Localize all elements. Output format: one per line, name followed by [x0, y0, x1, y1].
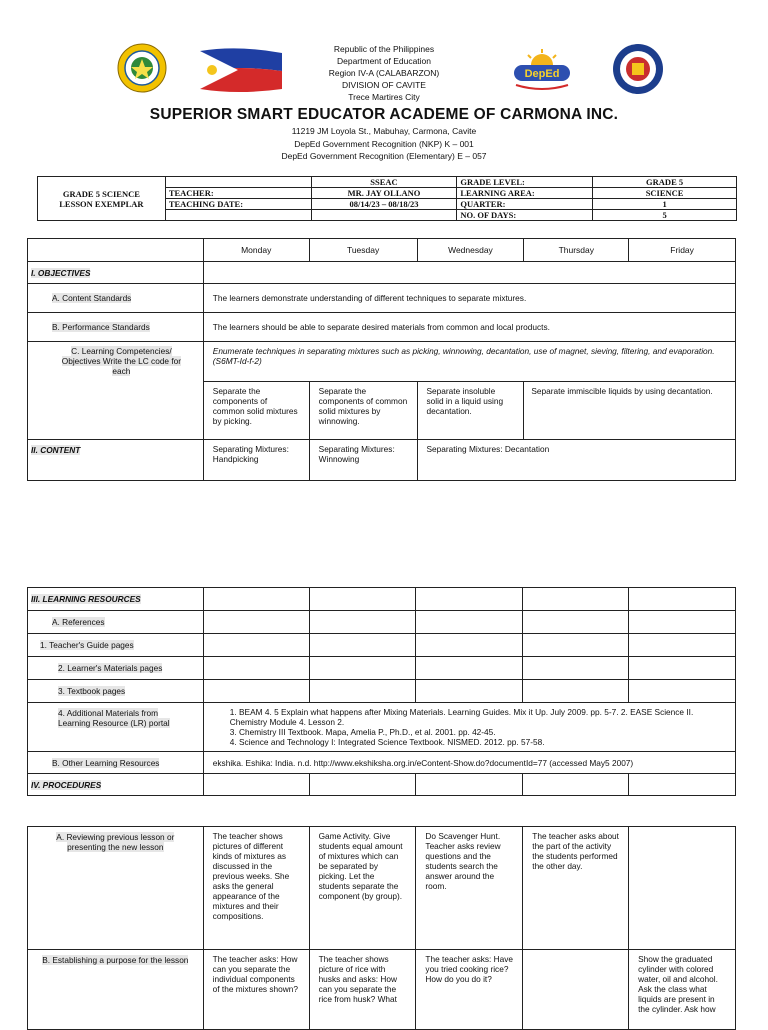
learners-materials-label: 2. Learner's Materials pages — [58, 663, 163, 673]
section-procedures: IV. PROCEDURES — [31, 779, 102, 790]
procedure-a-friday — [629, 827, 736, 950]
quarter-value: 1 — [593, 199, 737, 210]
header-line-5: Trece Martires City — [348, 92, 420, 102]
header-line-3: Region IV-A (CALABARZON) — [328, 68, 440, 78]
day-header-tuesday: Tuesday — [309, 239, 417, 262]
objective-tuesday: Separate the components of common solid mixtures by winnowing. — [309, 382, 417, 440]
performance-standards-text: The learners should be able to separate desired materials from common and local products. — [203, 313, 735, 342]
content-tuesday: Separating Mixtures: Winnowing — [309, 440, 417, 481]
section-learning-resources: III. LEARNING RESOURCES — [31, 594, 141, 604]
school-name: SUPERIOR SMART EDUCATOR ACADEME OF CARMONA INC. — [149, 106, 619, 123]
references-label: A. References — [52, 617, 105, 627]
teachers-guide-label: 1. Teacher's Guide pages — [40, 640, 134, 650]
additional-materials-list: 1. BEAM 4. 5 Explain what happens after Mixing Materials. Learning Guides. Mix it Up. July 2009. pp. 5-7. 2. EASE Science II. Chemistry Module 4. Lesson 2. 3. Chemistry III Textbook. Mapa, Amelia P., Ph.D., et al. 2001. pp. 42-45. 4. Science and Technology I: Integrated Science Textbook. NISMED. 2012. pp. 57-58. — [203, 703, 735, 752]
content-standards-label: A. Content Standards — [52, 293, 132, 303]
learning-competencies-text: Enumerate techniques in separating mixtures such as picking, winnowing, decantation, use of magnet, sieving, filtering, and evaporation. (S6MT-Id-f-2) — [203, 342, 735, 382]
day-header-monday: Monday — [203, 239, 309, 262]
header-line-1: Republic of the Philippines — [333, 44, 435, 54]
procedure-b-tuesday: The teacher shows picture of rice with husks and asks: How can you separate the rice from husk? What — [309, 950, 416, 1030]
recognition-nkp: DepEd Government Recognition (NKP) K – 001 — [294, 139, 474, 149]
days-value: 5 — [593, 210, 737, 221]
procedure-b-monday: The teacher asks: How can you separate the individual components of the mixtures shown? — [203, 950, 309, 1030]
procedure-b-wednesday: The teacher asks: Have you tried cooking rice? How do you do it? — [416, 950, 523, 1030]
additional-materials-label: 4. Additional Materials from Learning Resource (LR) portal — [58, 708, 170, 728]
day-header-friday: Friday — [629, 239, 736, 262]
teacher-label: TEACHER: — [165, 188, 311, 199]
exemplar-title: GRADE 5 SCIENCE LESSON EXEMPLAR — [38, 177, 166, 221]
teaching-date-value: 08/14/23 – 08/18/23 — [311, 199, 457, 210]
objective-monday: Separate the components of common solid mixtures by picking. — [203, 382, 309, 440]
performance-standards-label: B. Performance Standards — [52, 322, 150, 332]
header-line-4: DIVISION OF CAVITE — [342, 80, 426, 90]
procedure-b-label: B. Establishing a purpose for the lesson — [42, 955, 189, 965]
content-monday: Separating Mixtures: Handpicking — [203, 440, 309, 481]
days-label: NO. OF DAYS: — [457, 210, 593, 221]
deped-logo-text: DepEd — [524, 68, 560, 80]
objective-wednesday: Separate insoluble solid in a liquid using decantation. — [417, 382, 524, 440]
textbook-pages-label: 3. Textbook pages — [58, 686, 126, 696]
procedure-a-label: A. Reviewing previous lesson or presenting the new lesson — [56, 832, 175, 852]
lc-code: (S6MT-Id-f-2) — [212, 356, 262, 366]
procedure-b-friday: Show the graduated cylinder with colored water, oil and alcohol. Ask the class what liquids are present in the cylinder. Ask how — [629, 950, 736, 1030]
other-resources-link[interactable]: ekshika. Eshika: India. n.d. http://www.ekshiksha.org.in/eContent-Show.do?documentId=77 (accessed May5 2007) — [203, 752, 735, 774]
quarter-label: QUARTER: — [457, 199, 593, 210]
other-resources-label: B. Other Learning Resources — [52, 757, 160, 768]
procedure-a-thursday: The teacher asks about the part of the activity the students performed the other day. — [523, 827, 629, 950]
procedures-table — [27, 826, 736, 1030]
procedure-a-monday: The teacher shows pictures of different kinds of mixtures as discussed in the previous weeks. She asks the general appearance of the mixtures and their compositions. — [203, 827, 309, 950]
grade-level-value: GRADE 5 — [593, 177, 737, 188]
recognition-elementary: DepEd Government Recognition (Elementary) E – 057 — [281, 151, 487, 161]
teaching-date-label: TEACHING DATE: — [165, 199, 311, 210]
day-header-wednesday: Wednesday — [417, 239, 524, 262]
procedure-b-thursday — [523, 950, 629, 1030]
exemplar-info-table — [37, 176, 737, 221]
procedure-a-wednesday: Do Scavenger Hunt. Teacher asks review questions and the students search the answer around the room. — [416, 827, 523, 950]
content-standards-text: The learners demonstrate understanding of different techniques to separate mixtures. — [203, 284, 735, 313]
procedure-a-tuesday: Game Activity. Give students equal amount of mixtures which can be separated by picking. Let the students separate the component (by group). — [309, 827, 416, 950]
teacher-value: MR. JAY OLLANO — [311, 188, 457, 199]
learning-area-label: LEARNING AREA: — [457, 188, 593, 199]
learning-competencies-label: C. Learning Competencies/ Objectives Write the LC code for each — [61, 346, 182, 376]
header-line-2: Department of Education — [336, 56, 432, 66]
school-code: SSEAC — [311, 177, 457, 188]
school-address: 11219 JM Loyola St., Mabuhay, Carmona, Cavite — [291, 126, 477, 136]
grade-level-label: GRADE LEVEL: — [457, 177, 593, 188]
learning-resources-table — [27, 587, 736, 796]
objective-thursday: Separate immiscible liquids by using decantation. — [524, 382, 736, 440]
content-wednesday: Separating Mixtures: Decantation — [417, 440, 735, 481]
section-content: II. CONTENT — [31, 445, 81, 455]
learning-area-value: SCIENCE — [593, 188, 737, 199]
objectives-table — [27, 238, 736, 481]
section-objectives: I. OBJECTIVES — [31, 267, 91, 278]
day-header-thursday: Thursday — [524, 239, 629, 262]
